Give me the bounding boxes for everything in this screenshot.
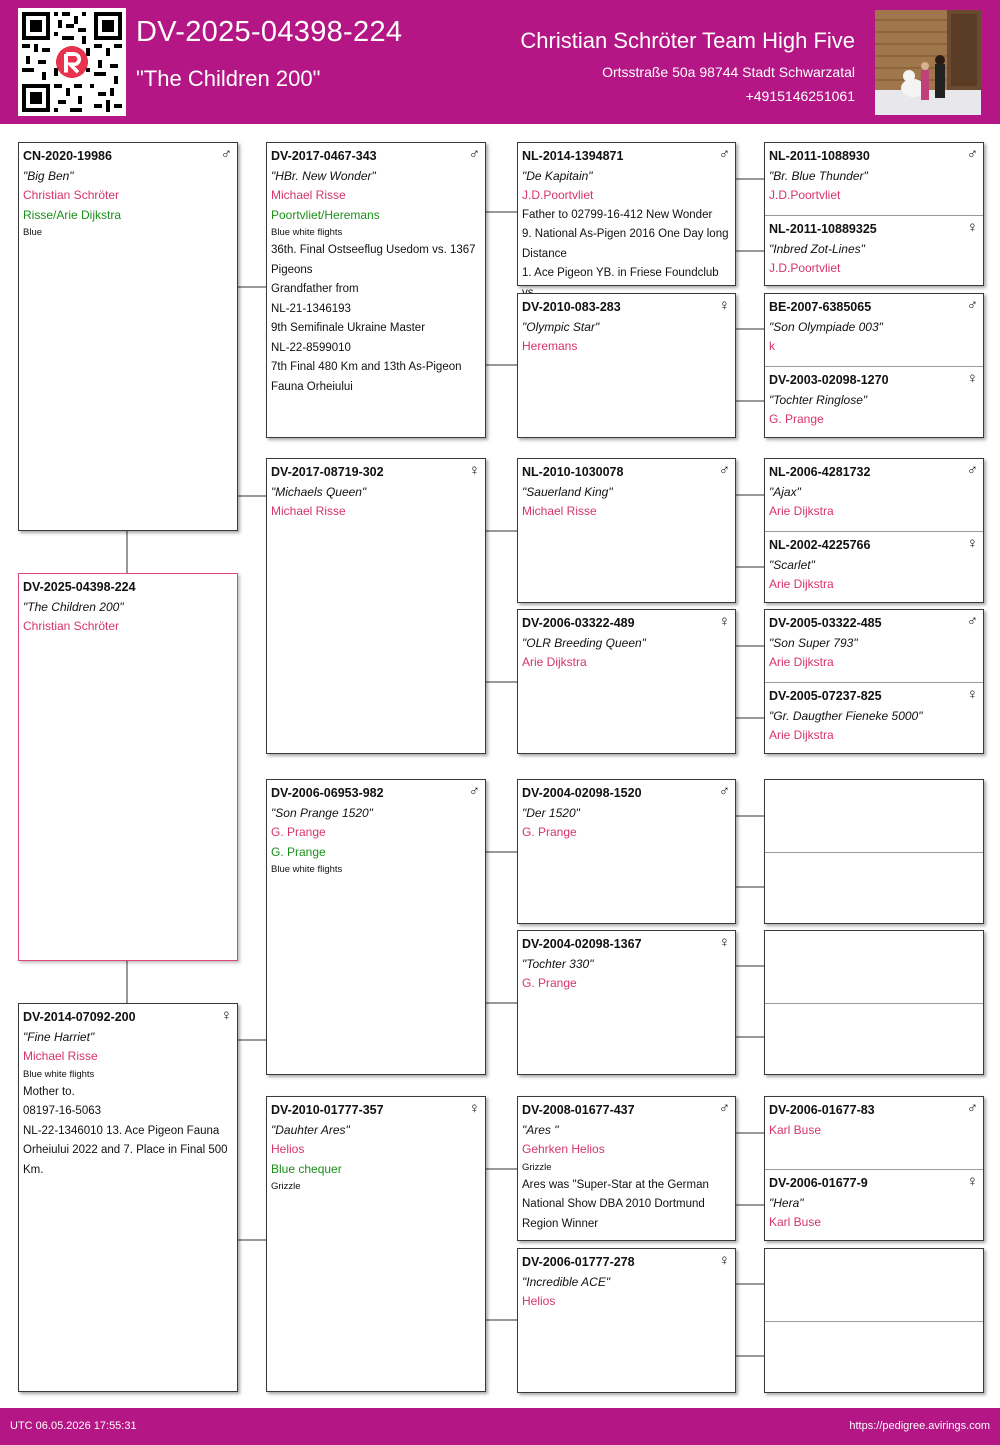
ring-number: NL-2011-1088930 (769, 149, 870, 163)
female-icon: ♀ (966, 370, 978, 387)
ring-number: DV-2010-083-283 (522, 300, 621, 314)
bird-color: Blue chequer (271, 1161, 342, 1176)
breeder-name: G. Prange (271, 825, 326, 839)
bird-color: Grizzle (522, 1161, 552, 1173)
bird-name: "OLR Breeding Queen" (522, 635, 646, 650)
breeder-name: Karl Buse (769, 1122, 822, 1137)
ring-number: DV-2003-02098-1270 (769, 373, 889, 387)
ring-number: DV-2014-07092-200 (23, 1010, 136, 1024)
ring-number: DV-2006-06953-982 (271, 786, 384, 800)
breeder-name: J.D.Poortvliet (769, 261, 841, 275)
ring-number: DV-2005-07237-825 (769, 689, 882, 703)
pedigree-card-great-grandparent[interactable] (517, 609, 736, 754)
pedigree-card-gen4-female[interactable] (765, 1169, 983, 1242)
male-icon: ♂ (468, 783, 480, 800)
female-icon: ♀ (966, 219, 978, 236)
pedigree-card-grandparent[interactable] (266, 779, 486, 1075)
ring-number: NL-2010-1030078 (522, 465, 624, 479)
ring-number: DV-2017-0467-343 (271, 149, 377, 163)
female-icon: ♀ (468, 1100, 480, 1117)
male-icon: ♂ (966, 613, 978, 630)
male-icon: ♂ (718, 146, 730, 163)
pedigree-card-grandparent[interactable] (266, 142, 486, 438)
pedigree-card-great-grandparent[interactable] (517, 1096, 736, 1241)
male-icon: ♂ (718, 783, 730, 800)
bird-name: "De Kapitain" (522, 168, 593, 183)
pedigree-card-gen4-female[interactable] (765, 682, 983, 755)
ring-number: DV-2004-02098-1367 (522, 937, 642, 951)
breeder-name: G. Prange (522, 825, 577, 839)
breeder-name: Michael Risse (23, 1049, 98, 1063)
pedigree-card-gen4-male[interactable] (765, 610, 983, 682)
breeder-name: Arie Dijkstra (769, 504, 834, 518)
bird-name: "Der 1520" (522, 805, 580, 820)
footer-bar (0, 1408, 1000, 1445)
female-icon: ♀ (718, 613, 730, 630)
breeder-name: Helios (271, 1142, 305, 1156)
bird-color: Blue (23, 227, 43, 238)
pedigree-card-pair[interactable] (764, 142, 984, 286)
bird-color: Blue white flights (23, 1068, 95, 1080)
ring-number: BE-2007-6385065 (769, 300, 872, 314)
bird-notes: Mother to. 08197-16-5063 NL-22-1346010 13. Ace Pigeon Fauna Orheiului 2022 and 7. Place in Final 500 Km. (23, 1085, 228, 1176)
card-divider (765, 1321, 983, 1322)
bird-name: "Hera" (769, 1195, 804, 1210)
female-icon: ♀ (966, 686, 978, 703)
breeder-name: Helios (522, 1294, 556, 1308)
pedigree-card-main[interactable] (18, 573, 238, 961)
male-icon: ♂ (966, 462, 978, 479)
pedigree-card-mother[interactable] (18, 1003, 238, 1392)
bird-name: "Ajax" (769, 484, 801, 499)
bird-notes: Ares was "Super-Star at the German National Show DBA 2010 Dortmund Region Winner (522, 1178, 709, 1230)
breeder-name: Arie Dijkstra (769, 655, 834, 669)
male-icon: ♂ (966, 297, 978, 314)
breeder-name: Michael Risse (271, 188, 346, 202)
pedigree-card-gen4-female[interactable] (765, 531, 983, 604)
male-icon: ♂ (966, 146, 978, 163)
bird-line: Poortvliet/Heremans (271, 207, 380, 222)
bird-notes: 36th. Final Ostseeflug Usedom vs. 1367 Pigeons Grandfather from NL-21-1346193 9th Semifinale Ukraine Master NL-22-8599010 7th Final 480 Km and 13th As-Pigeon Fauna Orheiului (271, 244, 476, 393)
ring-number: DV-2006-01777-278 (522, 1255, 635, 1269)
pedigree-card-great-grandparent[interactable] (517, 779, 736, 924)
card-divider (765, 852, 983, 853)
female-icon: ♀ (468, 462, 480, 479)
male-icon: ♂ (220, 146, 232, 163)
ring-number: DV-2025-04398-224 (23, 580, 136, 594)
pedigree-card-father[interactable] (18, 142, 238, 531)
bird-name: "Dauhter Ares" (271, 1122, 350, 1137)
bird-name: "The Children 200" (23, 599, 124, 614)
pedigree-card-gen4-female[interactable] (765, 215, 983, 287)
pedigree-card-grandparent[interactable] (266, 1096, 486, 1392)
ring-number: CN-2020-19986 (23, 149, 112, 163)
bird-name: "Fine Harriet" (23, 1029, 95, 1044)
bird-color-secondary: Grizzle (271, 1181, 301, 1192)
breeder-name: Michael Risse (522, 504, 597, 518)
male-icon: ♂ (966, 1100, 978, 1117)
breeder-name: G. Prange (769, 412, 824, 426)
pedigree-card-gen4-male[interactable] (765, 1097, 983, 1169)
pedigree-card-gen4-female[interactable] (765, 366, 983, 439)
pedigree-card-pair[interactable] (764, 293, 984, 438)
ring-number: NL-2002-4225766 (769, 538, 871, 552)
bird-name: "HBr. New Wonder" (271, 168, 376, 183)
header-ring-number: DV-2025-04398-224 (136, 16, 403, 48)
ring-number: DV-2008-01677-437 (522, 1103, 635, 1117)
male-icon: ♂ (468, 146, 480, 163)
card-divider (765, 1003, 983, 1004)
bird-name: "Ares " (522, 1122, 559, 1137)
breeder-name: Arie Dijkstra (522, 655, 587, 669)
owner-name: Christian Schröter Team High Five (520, 28, 855, 53)
footer-timestamp: UTC 06.05.2026 17:55:31 (10, 1420, 137, 1432)
bird-name: "Inbred Zot-Lines" (769, 241, 865, 256)
ring-number: NL-2014-1394871 (522, 149, 624, 163)
pedigree-card-empty[interactable] (764, 779, 984, 924)
bird-notes: Father to 02799-16-412 New Wonder 9. National As-Pigen 2016 One Day long Distance 1. Ace Pigeon YB. in Friese Foundclub (522, 208, 729, 279)
bird-name: "Incredible ACE" (522, 1274, 611, 1289)
ring-number: DV-2006-01677-9 (769, 1176, 868, 1190)
pedigree-card-gen4-male[interactable] (765, 459, 983, 531)
bird-color: Blue white flights (271, 864, 343, 875)
bird-line: Risse/Arie Dijkstra (23, 207, 122, 222)
female-icon: ♀ (966, 1173, 978, 1190)
pedigree-card-gen4-male[interactable] (765, 294, 983, 366)
pedigree-card-great-grandparent[interactable] (517, 458, 736, 603)
pedigree-card-great-grandparent[interactable] (517, 142, 736, 286)
bird-color: Blue white flights (271, 227, 343, 238)
breeder-name: G. Prange (522, 976, 577, 990)
ring-number: NL-2006-4281732 (769, 465, 871, 479)
ring-number: DV-2017-08719-302 (271, 465, 384, 479)
breeder-name: Arie Dijkstra (769, 728, 834, 742)
breeder-name: Christian Schröter (23, 619, 120, 633)
female-icon: ♀ (966, 535, 978, 552)
pedigree-card-great-grandparent[interactable] (517, 293, 736, 438)
bird-name: "Sauerland King" (522, 484, 613, 499)
male-icon: ♂ (718, 1100, 730, 1117)
pedigree-card-great-grandparent[interactable] (517, 930, 736, 1075)
bird-name: "Br. Blue Thunder" (769, 168, 868, 183)
bird-name: "Michaels Queen" (271, 484, 367, 499)
pedigree-card-pair[interactable] (764, 609, 984, 754)
breeder-name: k (769, 339, 775, 353)
bird-name: "Scarlet" (769, 557, 815, 572)
female-icon: ♀ (718, 934, 730, 951)
breeder-name: Arie Dijkstra (769, 577, 834, 591)
bird-name: "Tochter Ringlose" (769, 392, 868, 407)
pedigree-card-great-grandparent[interactable] (517, 1248, 736, 1393)
breeder-name: J.D.Poortvliet (522, 188, 594, 202)
breeder-name: Karl Buse (769, 1215, 822, 1229)
breeder-name: Heremans (522, 339, 578, 353)
pedigree-card-pair[interactable] (764, 458, 984, 603)
pedigree-card-gen4-male[interactable] (765, 143, 983, 215)
bird-name: "Big Ben" (23, 168, 74, 183)
female-icon: ♀ (220, 1007, 232, 1024)
owner-address: Ortsstraße 50a 98744 Stadt Schwarzatal (602, 64, 855, 80)
male-icon: ♂ (718, 462, 730, 479)
ring-number: DV-2005-03322-485 (769, 616, 882, 630)
ring-number: DV-2010-01777-357 (271, 1103, 384, 1117)
footer-url-link[interactable]: https://pedigree.avirings.com (849, 1420, 990, 1432)
breeder-name: J.D.Poortvliet (769, 188, 841, 202)
ring-number: NL-2011-10889325 (769, 222, 877, 236)
header-bird-name: "The Children 200" (136, 66, 321, 91)
pedigree-card-pair[interactable] (764, 1096, 984, 1241)
bird-name: "Olympic Star" (522, 319, 600, 334)
female-icon: ♀ (718, 1252, 730, 1269)
ring-number: DV-2006-01677-83 (769, 1103, 875, 1117)
pedigree-card-empty[interactable] (764, 930, 984, 1075)
bird-name: "Gr. Daugther Fieneke 5000" (769, 708, 923, 723)
pedigree-card-grandparent[interactable] (266, 458, 486, 754)
bird-name: "Son Prange 1520" (271, 805, 373, 820)
bird-name: "Tochter 330" (522, 956, 594, 971)
owner-phone: +4915146251061 (745, 88, 855, 104)
female-icon: ♀ (718, 297, 730, 314)
breeder-name: Christian Schröter (23, 188, 120, 202)
breeder-name: Gehrken Helios (522, 1142, 605, 1156)
ring-number: DV-2006-03322-489 (522, 616, 635, 630)
pedigree-card-empty[interactable] (764, 1248, 984, 1393)
breeder-name: Michael Risse (271, 504, 346, 518)
bird-name: "Son Super 793" (769, 635, 858, 650)
ring-number: DV-2004-02098-1520 (522, 786, 642, 800)
bird-line: G. Prange (271, 844, 326, 859)
bird-name: "Son Olympiade 003" (769, 319, 883, 334)
